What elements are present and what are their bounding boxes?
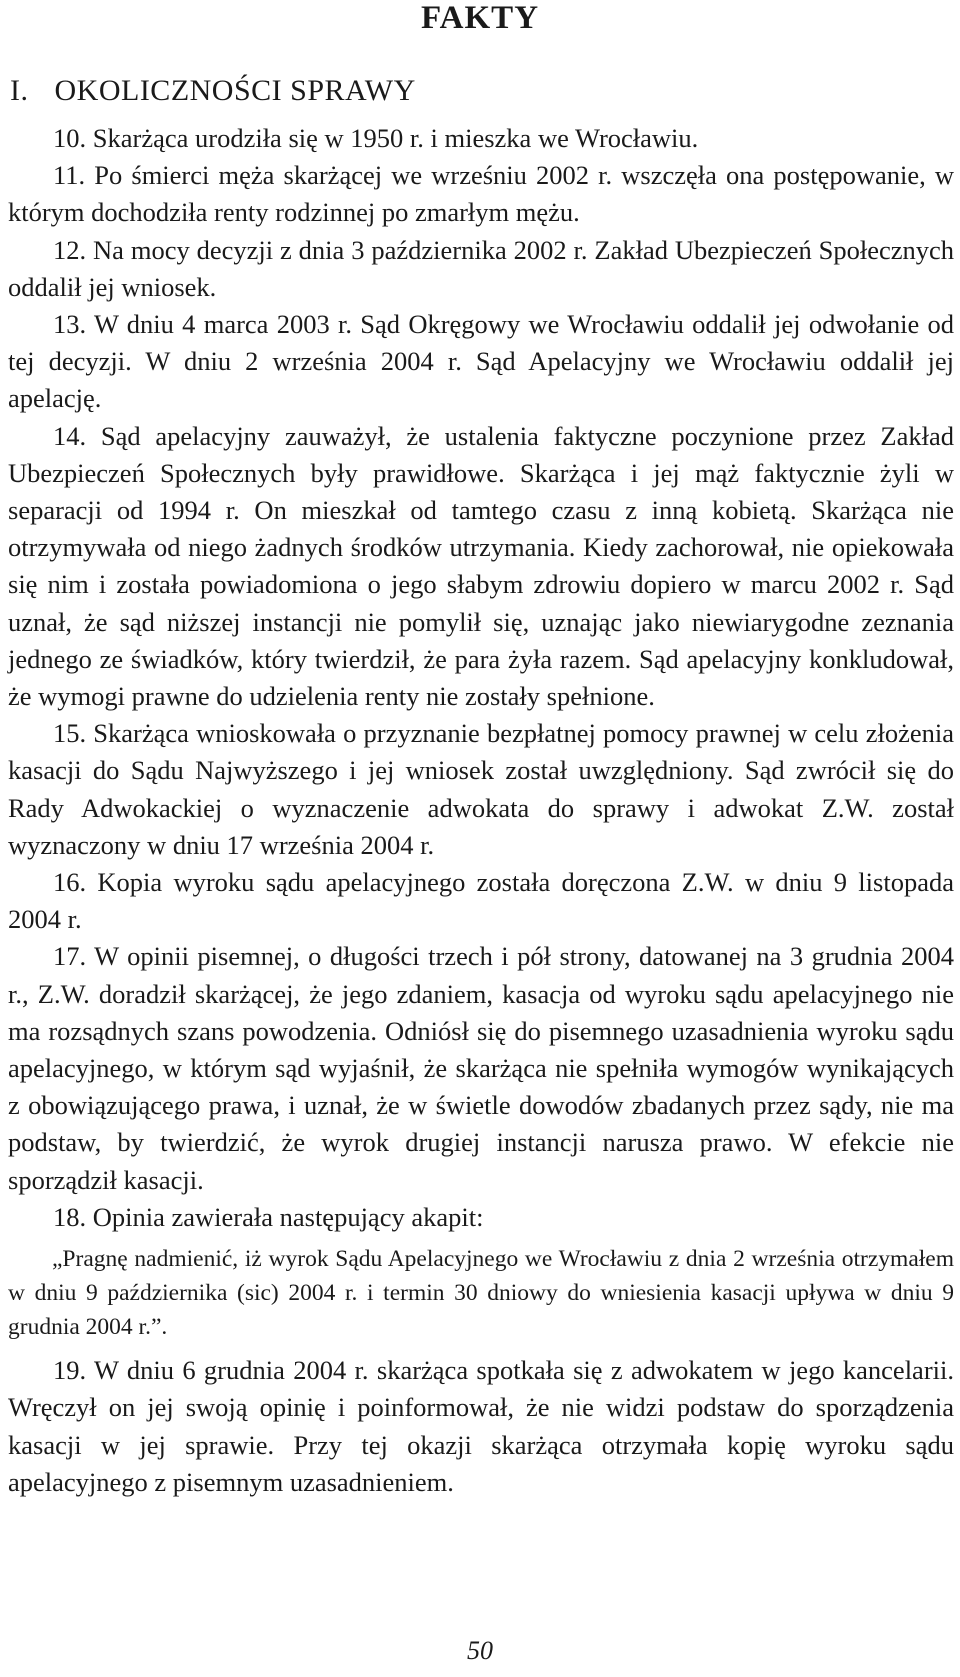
page-heading: FAKTY (420, 0, 540, 36)
paragraph-11: 11. Po śmierci męża skarżącej we wrześniu 2002 r. wszczęła ona postępowanie, w którym dochodziła renty rodzinnej po zmarłym mężu. (8, 160, 954, 228)
paragraph-14: 14. Sąd apelacyjny zauważył, że ustalenia faktyczne poczynione przez Zakład Ubezpieczeń Społecznych były prawidłowe. Skarżąca i jej mąż faktycznie żyli w separacji od 1994 r. On mieszkał od tamtego czasu z inną kobietą. Skarżąca nie otrzymywała od niego żadnych środków utrzymania. Kiedy zachorował, nie opiekowała się nim i została powiadomiona o jego słabym zdrowiu dopiero w marcu 2002 r. Sąd uznał, że sąd niższej instancji nie pomylił się, uznając jako niewiarygodne zeznania jednego ze świadków, który twierdził, że para żyła razem. Sąd apelacyjny konkludował, że wymogi prawne do udzielenia renty nie zostały spełnione. (8, 420, 954, 712)
section-title (10, 74, 416, 108)
paragraph-16: 16. Kopia wyroku sądu apelacyjnego została doręczona Z.W. w dniu 9 listopada 2004 r. (8, 867, 954, 935)
paragraph-17: 17. W opinii pisemnej, o długości trzech i pół strony, datowanej na 3 grudnia 2004 r., Z.W. doradził skarżącej, że jego zdaniem, kasacja od wyroku sądu apelacyjnego nie ma rozsądnych szans powodzenia. Odniósł się do pisemnego uzasadnienia wyroku sądu apelacyjnego, w którym sąd wyjaśnił, że skarżąca nie spełniła wymogów wynikających z obowiązującego prawa, i uznał, że w świetle dowodów zbadanych przez sądy, nie ma podstaw, by twierdzić, że wyrok drugiej instancji narusza prawo. W efekcie nie sporządził kasacji. (8, 941, 954, 1195)
paragraph-10: 10. Skarżąca urodziła się w 1950 r. i mieszka we Wrocławiu. (53, 123, 699, 153)
paragraph-18: 18. Opinia zawierała następujący akapit: (53, 1201, 484, 1232)
paragraph-19: 19. W dniu 6 grudnia 2004 r. skarżąca spotkała się z adwokatem w jego kancelarii. Wręczył on jej swoją opinię i poinformował, że nie widzi podstaw do sporządzenia kasacji w jej sprawie. Przy tej okazji skarżąca otrzymała kopię wyroku sądu apelacyjnego z pisemnym uzasadnieniem. (8, 1355, 954, 1497)
paragraph-15: 15. Skarżąca wnioskowała o przyznanie bezpłatnej pomocy prawnej w celu złożenia kasacji do Sądu Najwyższego i jej wniosek został uwzględniony. Sąd zwrócił się do Rady Adwokackiej o wyznaczenie adwokata do sprawy i adwokat Z.W. został wyznaczony w dniu 17 września 2004 r. (8, 718, 954, 860)
body-text (8, 120, 954, 1501)
paragraph-13: 13. W dniu 4 marca 2003 r. Sąd Okręgowy we Wrocławiu oddalił jej odwołanie od tej decyzji. W dniu 2 września 2004 r. Sąd Apelacyjny we Wrocławiu oddalił jej apelację. (8, 309, 954, 414)
paragraph-12: 12. Na mocy decyzji z dnia 3 października 2002 r. Zakład Ubezpieczeń Społecznych oddalił jej wniosek. (8, 234, 954, 302)
section-title-text: OKOLICZNOŚCI SPRAWY (54, 74, 416, 107)
page-number: 50 (467, 1636, 493, 1665)
section-number: I. (10, 74, 29, 107)
block-quote: „Pragnę nadmienić, iż wyrok Sądu Apelacyjnego we Wrocławiu z dnia 2 września otrzymałem w dniu 9 października (sic) 2004 r. i termin 30 dniowy do wniesienia kasacji upływa w dniu 9 grudnia 2004 r.”. (8, 1246, 954, 1341)
